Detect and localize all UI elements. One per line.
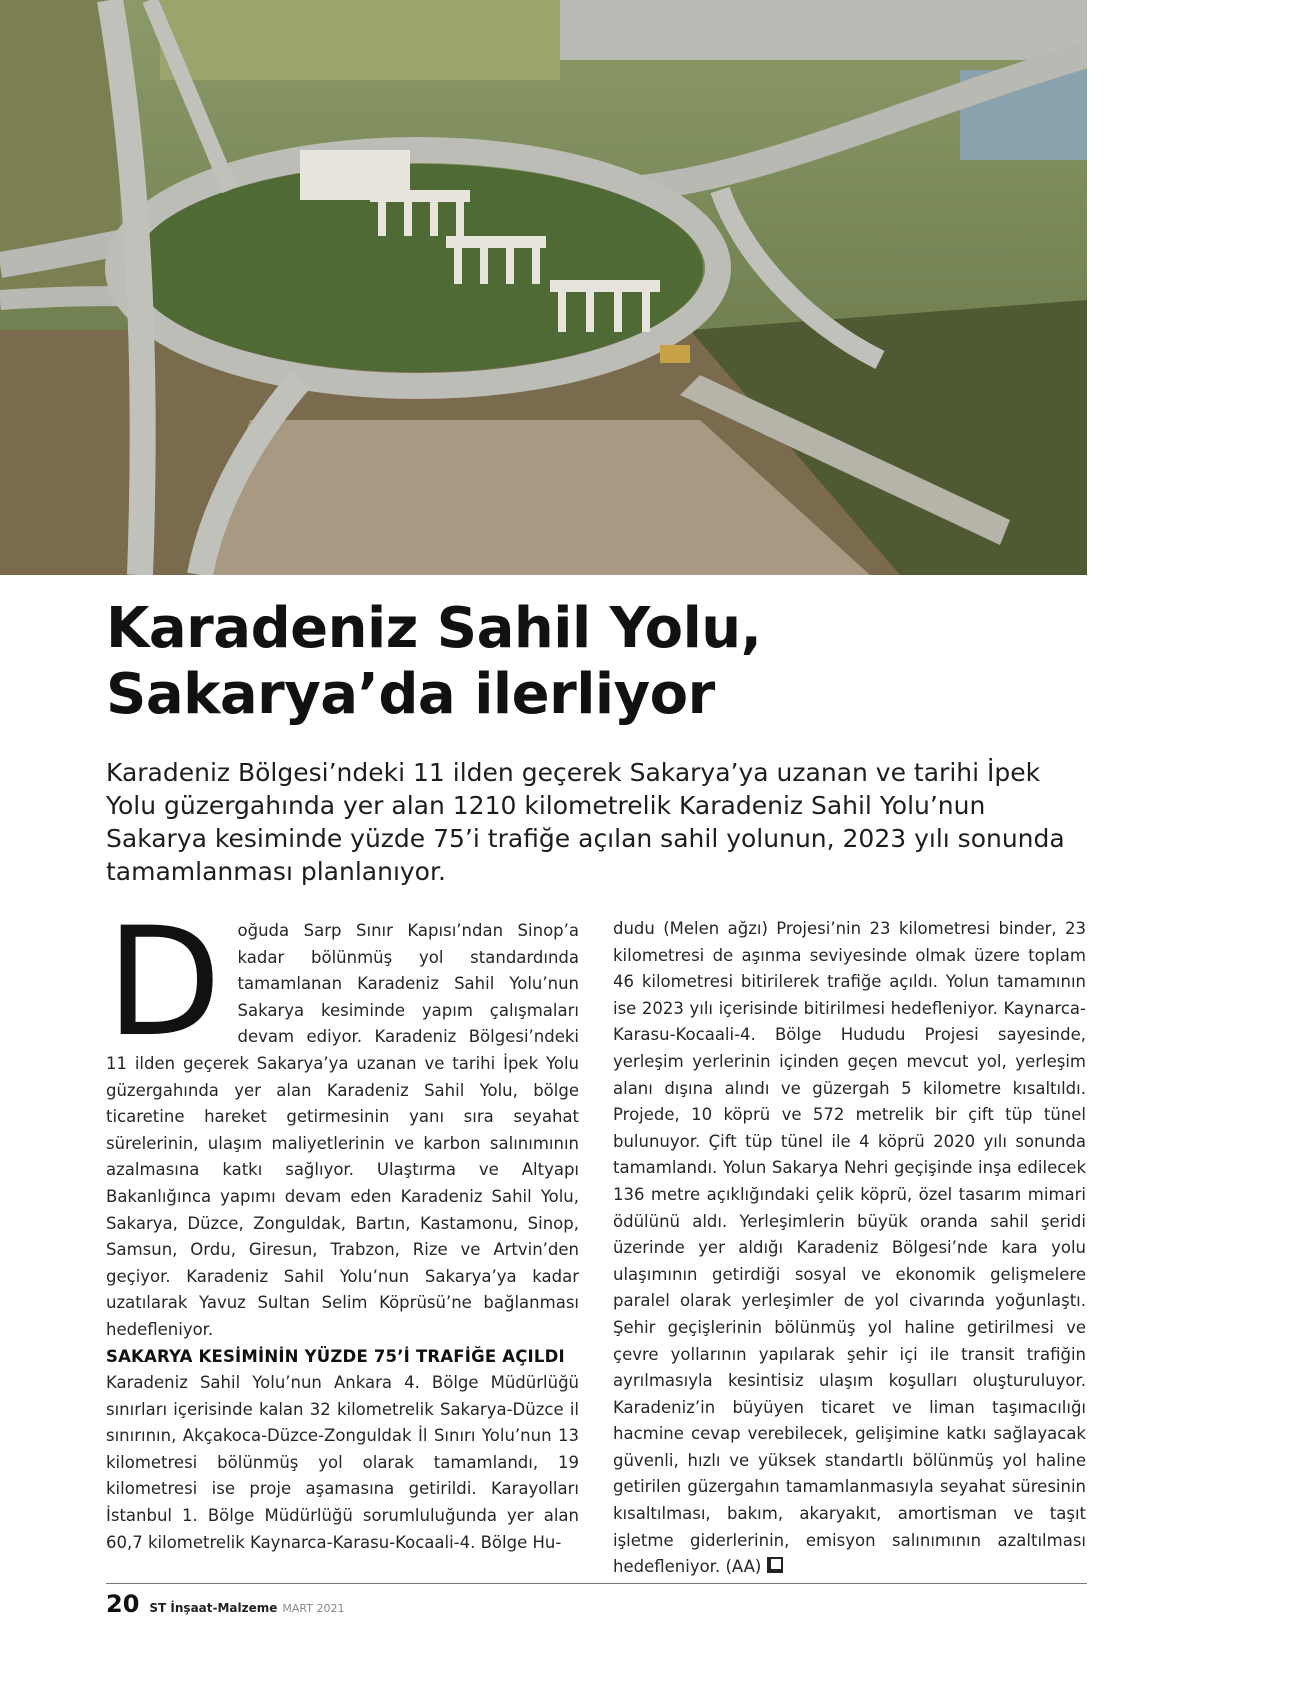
article-title-line-2: Sakarya’da ilerliyor: [106, 662, 715, 727]
article-title-line-1: Karadeniz Sahil Yolu,: [106, 596, 762, 661]
drop-cap: D: [106, 896, 222, 1070]
section-subheading: SAKARYA KESİMİNİN YÜZDE 75’İ TRAFİĞE AÇILDI: [106, 1346, 565, 1366]
paragraph-continued: [613, 916, 1086, 1581]
page-footer: [106, 1590, 344, 1620]
end-mark-icon: [767, 1557, 783, 1573]
aerial-photo-illustration: [0, 0, 1087, 575]
magazine-name: ST İnşaat-Malzeme: [149, 1601, 278, 1615]
footer-divider: [106, 1583, 1087, 1584]
paragraph-intro: [106, 896, 579, 1344]
article-column-left: [106, 896, 579, 1556]
paragraph-continued-text: dudu (Melen ağzı) Projesi’nin 23 kilometresi binder, 23 kilometresi de aşınma seviyesinde olmak üzere toplam 46 kilometresi bitirilerek trafiğe açıldı. Yolun tamamının ise 2023 yılı içerisinde bitirilmesi hedefleniyor. Kaynarca-Karasu-Kocaali-4. Bölge Hududu Projesi sayesinde, yerleşim yerlerinin içinden geçen mevcut yol, yerleşim alanı dışına alındı ve güzergah 5 kilometre kısaltıldı. Projede, 10 köprü ve 572 metrelik bir çift tüp tünel bulunuyor. Çift tüp tünel ile 4 köprü 2020 yılı sonunda tamamlandı. Yolun Sakarya Nehri geçişinde inşa edilecek 136 metre açıklığındaki çelik köprü, özel tasarım mimari ödülünü aldı. Yerleşimlerin büyük oranda sahil şeridi üzerinde yer aldığı Karadeniz Bölgesi’nde kara yolu ulaşımının getirdiği sosyal ve ekonomik gelişmelere paralel olarak yerleşimler de yol civarında yoğunlaştı. Şehir geçişlerinin bölünmüş yol haline getirilmesi ve çevre yollarının yapılarak şehir içi ile transit trafiğin ayrılmasıyla kesintisiz ulaşım koşulları oluşturuluyor. Karadeniz’in büyüyen ticaret ve liman taşımacılığı hacmine cevap verebilecek, gelişimine katkı sağlayacak güvenli, hızlı ve yüksek standartlı bölünmüş yol haline getirilen güzergahın tamamlanmasıyla seyahat süresinin kısaltılması, bakım, akaryakıt, amortisman ve taşıt işletme giderlerinin, emisyon salınımının azaltılması hedefleniyor. (AA): [613, 919, 1086, 1577]
article-column-right: [613, 916, 1086, 1581]
aerial-road-junction-photo: [0, 0, 1087, 575]
page-number: 20: [106, 1590, 140, 1618]
article-title: [106, 596, 1006, 728]
article-lead: Karadeniz Bölgesi’ndeki 11 ilden geçerek Sakarya’ya uzanan ve tarihi İpek Yolu güzergahında yer alan 1210 kilometrelik Karadeniz Sahil Yolu’nun Sakarya kesiminde yüzde 75’i trafiğe açılan sahil yolunun, 2023 yılı sonunda tamamlanması planlanıyor.: [106, 758, 1065, 886]
paragraph-section: Karadeniz Sahil Yolu’nun Ankara 4. Bölge Müdürlüğü sınırları içerisinde kalan 32 kilometrelik Sakarya-Düzce il sınırının, Akçakoca-Düzce-Zonguldak İl Sınırı Yolu’nun 13 kilometresi bölünmüş yol olarak tamamlandı, 19 kilometresi ise proje aşamasına getirildi. Karayolları İstanbul 1. Bölge Müdürlüğü sorumluluğunda yer alan 60,7 kilometrelik Kaynarca-Karasu-Kocaali-4. Bölge Hu-: [106, 1373, 579, 1552]
paragraph-intro-text: oğuda Sarp Sınır Kapısı’ndan Sinop’a kadar bölünmüş yol standardında tamamlanan Karadeniz Sahil Yolu’nun Sakarya kesiminde yapım çalışmaları devam ediyor. Karadeniz Bölgesi’ndeki 11 ilden geçerek Sakarya’ya uzanan ve tarihi İpek Yolu güzergahında yer alan Karadeniz Sahil Yolu, bölge ticaretine hareket getirmesinin yanı sıra seyahat sürelerinin, ulaşım maliyetlerinin ve karbon salınımının azalmasına katkı sağlıyor. Ulaştırma ve Altyapı Bakanlığınca yapımı devam eden Karadeniz Sahil Yolu, Sakarya, Düzce, Zonguldak, Bartın, Kastamonu, Sinop, Samsun, Ordu, Giresun, Trabzon, Rize ve Artvin’den geçiyor. Karadeniz Sahil Yolu’nun Sakarya’ya kadar uzatılarak Yavuz Sultan Selim Köprüsü’ne bağlanması hedefleniyor.: [106, 921, 579, 1339]
issue-date: MART 2021: [282, 1602, 345, 1615]
